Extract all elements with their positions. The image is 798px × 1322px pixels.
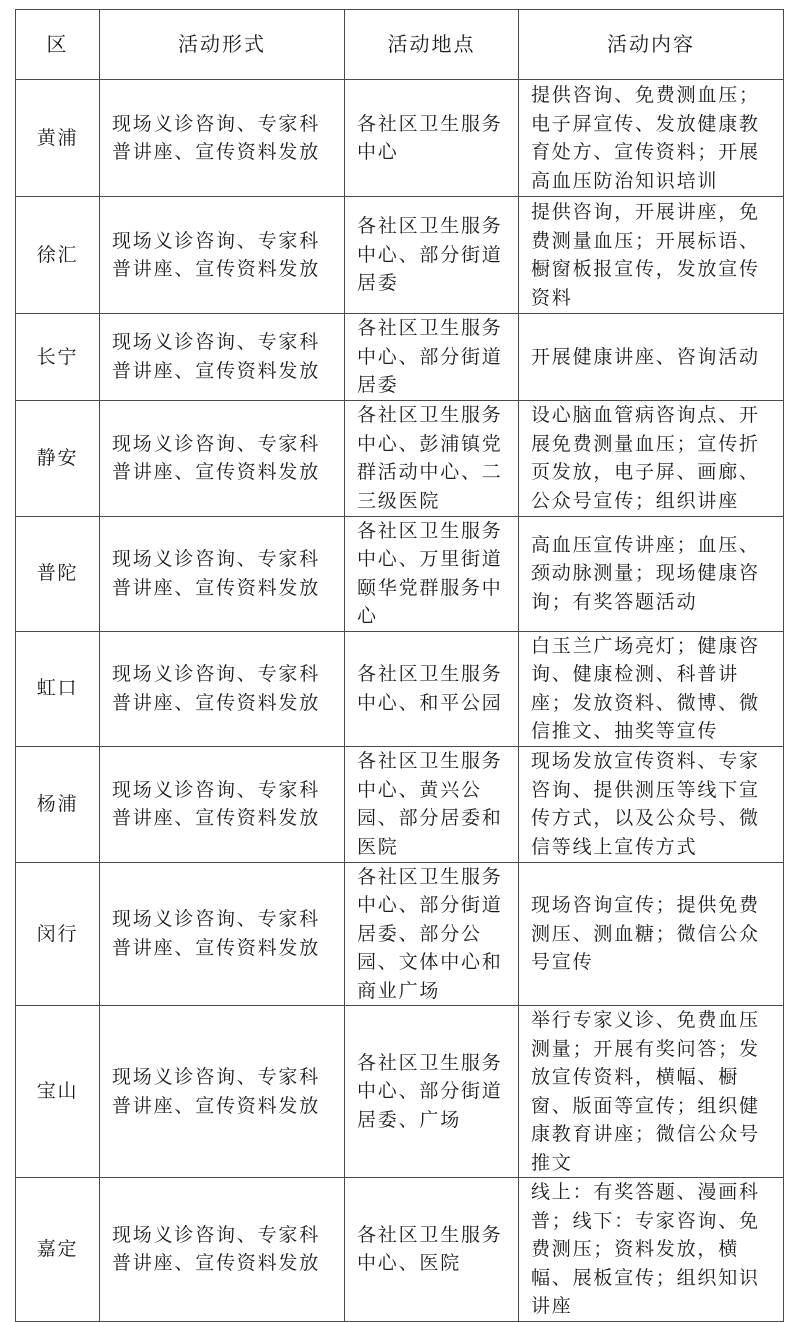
cell-activity-location: 各社区卫生服务中心	[345, 80, 519, 197]
header-activity-form: 活动形式	[100, 10, 345, 80]
cell-activity-location: 各社区卫生服务中心、部分街道居委、广场	[345, 1006, 519, 1178]
table-row	[16, 862, 784, 1006]
table-row	[16, 314, 784, 401]
cell-activity-location: 各社区卫生服务中心、和平公园	[345, 631, 519, 746]
cell-activity-form: 现场义诊咨询、专家科普讲座、宣传资料发放	[100, 400, 345, 516]
table-row	[16, 400, 784, 516]
header-district: 区	[16, 10, 100, 80]
cell-activity-location: 各社区卫生服务中心、黄兴公园、部分居委和医院	[345, 746, 519, 862]
cell-activity-content: 提供咨询，开展讲座，免费测量血压；开展标语、橱窗板报宣传，发放宣传资料	[519, 197, 784, 314]
cell-activity-content: 白玉兰广场亮灯；健康咨询、健康检测、科普讲座；发放资料、微博、微信推文、抽奖等宣传	[519, 631, 784, 746]
cell-activity-location: 各社区卫生服务中心、部分街道居委、部分公园、文体中心和商业广场	[345, 862, 519, 1006]
cell-district: 普陀	[16, 516, 100, 631]
cell-activity-form: 现场义诊咨询、专家科普讲座、宣传资料发放	[100, 1178, 345, 1322]
activity-table	[15, 9, 784, 1322]
table-header-row	[16, 10, 784, 80]
cell-activity-location: 各社区卫生服务中心、部分街道居委	[345, 197, 519, 314]
cell-activity-form: 现场义诊咨询、专家科普讲座、宣传资料发放	[100, 1006, 345, 1178]
cell-activity-content: 举行专家义诊、免费血压测量；开展有奖问答；发放宣传资料，横幅、橱窗、版面等宣传；组织健康教育讲座；微信公众号推文	[519, 1006, 784, 1178]
table-row	[16, 631, 784, 746]
table-row	[16, 1178, 784, 1322]
cell-activity-form: 现场义诊咨询、专家科普讲座、宣传资料发放	[100, 314, 345, 401]
cell-activity-form: 现场义诊咨询、专家科普讲座、宣传资料发放	[100, 197, 345, 314]
cell-activity-form: 现场义诊咨询、专家科普讲座、宣传资料发放	[100, 631, 345, 746]
cell-activity-location: 各社区卫生服务中心、彭浦镇党群活动中心、二三级医院	[345, 400, 519, 516]
table-row	[16, 80, 784, 197]
cell-district: 虹口	[16, 631, 100, 746]
cell-district: 杨浦	[16, 746, 100, 862]
cell-activity-form: 现场义诊咨询、专家科普讲座、宣传资料发放	[100, 746, 345, 862]
cell-activity-content: 线上：有奖答题、漫画科普；线下：专家咨询、免费测压；资料发放，横幅、展板宣传；组织知识讲座	[519, 1178, 784, 1322]
cell-activity-content: 现场咨询宣传；提供免费测压、测血糖；微信公众号宣传	[519, 862, 784, 1006]
cell-district: 闵行	[16, 862, 100, 1006]
table-row	[16, 516, 784, 631]
header-activity-location: 活动地点	[345, 10, 519, 80]
cell-activity-location: 各社区卫生服务中心、万里街道颐华党群服务中心	[345, 516, 519, 631]
table-row	[16, 1006, 784, 1178]
header-activity-content: 活动内容	[519, 10, 784, 80]
cell-district: 徐汇	[16, 197, 100, 314]
cell-activity-content: 提供咨询、免费测血压；电子屏宣传、发放健康教育处方、宣传资料；开展高血压防治知识培训	[519, 80, 784, 197]
cell-activity-content: 设心脑血管病咨询点、开展免费测量血压；宣传折页发放，电子屏、画廊、公众号宣传；组织讲座	[519, 400, 784, 516]
table-row	[16, 197, 784, 314]
cell-activity-content: 现场发放宣传资料、专家咨询、提供测压等线下宣传方式，以及公众号、微信等线上宣传方式	[519, 746, 784, 862]
cell-district: 嘉定	[16, 1178, 100, 1322]
cell-district: 宝山	[16, 1006, 100, 1178]
cell-activity-form: 现场义诊咨询、专家科普讲座、宣传资料发放	[100, 516, 345, 631]
cell-district: 长宁	[16, 314, 100, 401]
cell-activity-content: 开展健康讲座、咨询活动	[519, 314, 784, 401]
table-row	[16, 746, 784, 862]
cell-activity-form: 现场义诊咨询、专家科普讲座、宣传资料发放	[100, 80, 345, 197]
cell-district: 静安	[16, 400, 100, 516]
cell-activity-content: 高血压宣传讲座；血压、颈动脉测量；现场健康咨询；有奖答题活动	[519, 516, 784, 631]
cell-district: 黄浦	[16, 80, 100, 197]
cell-activity-location: 各社区卫生服务中心、部分街道居委	[345, 314, 519, 401]
cell-activity-form: 现场义诊咨询、专家科普讲座、宣传资料发放	[100, 862, 345, 1006]
cell-activity-location: 各社区卫生服务中心、医院	[345, 1178, 519, 1322]
